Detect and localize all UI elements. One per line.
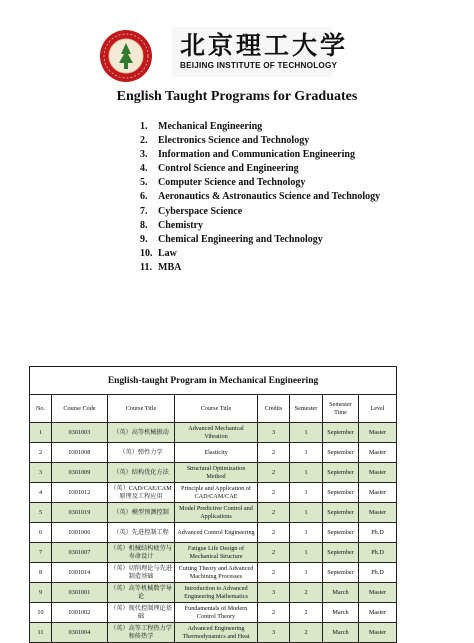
cell-course-code: 0301007 [52, 543, 108, 563]
cell-level: Master [359, 483, 397, 503]
program-item [140, 162, 380, 176]
program-name: Chemical Engineering and Technology [158, 233, 323, 245]
cell-semester: 2 [290, 583, 323, 603]
program-number: 6. [140, 191, 148, 203]
program-number: 3. [140, 149, 148, 161]
cell-semester: 1 [290, 503, 323, 523]
program-number: 1. [140, 121, 148, 132]
table-row [30, 583, 397, 603]
program-number: 2. [140, 135, 148, 147]
program-name: Law [158, 247, 177, 259]
table-row [30, 543, 397, 563]
table-row [30, 563, 397, 583]
cell-credits: 2 [258, 483, 290, 503]
cell-credits: 3 [258, 583, 290, 603]
cell-course-code: 0301008 [52, 443, 108, 463]
cell-semester: 1 [290, 563, 323, 583]
cell-course-title-cn: （英）现代控制理论基础 [108, 603, 175, 623]
program-number: 11. [140, 261, 152, 273]
program-item [140, 134, 380, 148]
cell-semester: 1 [290, 443, 323, 463]
cell-level: Master [359, 583, 397, 603]
cell-course-code: 0301003 [52, 423, 108, 443]
table-row [30, 483, 397, 503]
cell-credits: 3 [258, 423, 290, 443]
cell-course-title-en: Advanced Control Engineering [175, 523, 258, 543]
program-name: MBA [158, 261, 182, 273]
cell-credits: 2 [258, 443, 290, 463]
cell-semester-time: September [323, 463, 359, 483]
program-number: 5. [140, 177, 148, 189]
table-row [30, 423, 397, 443]
col-header-course-title-cn: Course Title [108, 395, 175, 423]
seal-graphic [100, 30, 152, 82]
table-caption: English-taught Program in Mechanical Engineering [30, 367, 397, 395]
program-name: Information and Communication Engineering [158, 149, 355, 161]
cell-level: Ph.D [359, 523, 397, 543]
cell-no: 8 [30, 563, 52, 583]
col-header-semester-time: Semester Time [323, 395, 359, 423]
cell-semester-time: September [323, 523, 359, 543]
cell-semester: 1 [290, 543, 323, 563]
program-item [140, 190, 380, 204]
cell-course-code: 0301019 [52, 503, 108, 523]
cell-course-title-cn: （英）先进控制工程 [108, 523, 175, 543]
cell-no: 6 [30, 523, 52, 543]
cell-no: 1 [30, 423, 52, 443]
table-header-row [30, 395, 397, 423]
cell-course-title-en: Elasticity [175, 443, 258, 463]
program-item [140, 261, 380, 275]
cell-course-title-en: Structural Optimization Method [175, 463, 258, 483]
cell-no: 5 [30, 503, 52, 523]
program-number: 10. [140, 247, 153, 259]
cell-no: 7 [30, 543, 52, 563]
cell-semester-time: September [323, 503, 359, 523]
cell-course-title-en: Introduction to Advanced Engineering Mathematics [175, 583, 258, 603]
cell-level: Master [359, 463, 397, 483]
cell-level: Master [359, 503, 397, 523]
program-item [140, 176, 380, 190]
table-row [30, 523, 397, 543]
program-item [140, 148, 380, 162]
cell-semester-time: March [323, 603, 359, 623]
program-number: 4. [140, 163, 148, 175]
cell-semester-time: September [323, 483, 359, 503]
col-header-semester: Semester [290, 395, 323, 423]
cell-course-code: 0301001 [52, 583, 108, 603]
wordmark-english: BEIJING INSTITUTE OF TECHNOLOGY [180, 61, 338, 70]
table-row [30, 443, 397, 463]
cell-no: 2 [30, 443, 52, 463]
cell-level: Master [359, 603, 397, 623]
program-number: 7. [140, 205, 148, 217]
header [0, 0, 474, 88]
table-row [30, 603, 397, 623]
program-item [140, 233, 380, 247]
cell-course-title-cn: （英）高等工程热力学和传热学 [108, 623, 175, 643]
cell-course-title-cn: （英）高等机械振动 [108, 423, 175, 443]
cell-course-code: 0301012 [52, 483, 108, 503]
program-name: Cyberspace Science [158, 205, 243, 217]
cell-credits: 2 [258, 563, 290, 583]
cell-semester-time: March [323, 623, 359, 643]
program-number: 8. [140, 219, 148, 231]
program-list [140, 120, 380, 275]
cell-credits: 2 [258, 603, 290, 623]
cell-course-code: 0301009 [52, 463, 108, 483]
table-row [30, 623, 397, 643]
cell-course-title-cn: （英）机械结构疲劳与寿命设计 [108, 543, 175, 563]
program-name: Electronics Science and Technology [158, 135, 310, 147]
cell-level: Master [359, 623, 397, 643]
cell-credits: 2 [258, 543, 290, 563]
col-header-course-title-en: Course Title [175, 395, 258, 423]
program-item [140, 205, 380, 219]
cell-course-code: 0301014 [52, 563, 108, 583]
cell-course-title-en: Principle and Application of CAD/CAM/CAE [175, 483, 258, 503]
program-name: Aeronautics & Astronautics Science and Technology [158, 191, 381, 203]
program-item [140, 219, 380, 233]
cell-semester-time: September [323, 543, 359, 563]
program-item [140, 120, 380, 134]
cell-course-title-en: Model Predictive Control and Applications [175, 503, 258, 523]
cell-credits: 2 [258, 463, 290, 483]
table-body [30, 423, 397, 643]
cell-level: Master [359, 443, 397, 463]
program-name: Control Science and Engineering [158, 163, 299, 175]
cell-course-title-en: Fatigue Life Design of Mechanical Structure [175, 543, 258, 563]
cell-course-title-cn: （英）高等机械数学导论 [108, 583, 175, 603]
university-seal-icon [100, 30, 152, 82]
cell-credits: 3 [258, 623, 290, 643]
program-name: Computer Science and Technology [158, 177, 306, 189]
program-name: Chemistry [158, 219, 203, 231]
cell-no: 4 [30, 483, 52, 503]
col-header-credits: Credits [258, 395, 290, 423]
wordmark-chinese: 北京理工大学 [180, 31, 349, 60]
cell-no: 9 [30, 583, 52, 603]
cell-course-title-cn: （英）切削理论与先进制造基础 [108, 563, 175, 583]
cell-semester-time: March [323, 583, 359, 603]
cell-level: Ph.D [359, 563, 397, 583]
cell-course-title-cn: （英）CAD/CAE/CAM原理及工程应用 [108, 483, 175, 503]
cell-course-title-cn: （英）模型预测控制 [108, 503, 175, 523]
col-header-level: Level [359, 395, 397, 423]
cell-level: Master [359, 423, 397, 443]
cell-course-title-en: Advanced Engineering Thermodynamics and Heat [175, 623, 258, 643]
cell-semester: 1 [290, 463, 323, 483]
cell-semester: 2 [290, 623, 323, 643]
program-name: Mechanical Engineering [158, 121, 263, 132]
program-number: 9. [140, 233, 148, 245]
program-item [140, 247, 380, 261]
cell-no: 3 [30, 463, 52, 483]
cell-semester: 1 [290, 423, 323, 443]
cell-course-code: 0301004 [52, 623, 108, 643]
cell-semester: 2 [290, 603, 323, 623]
cell-no: 10 [30, 603, 52, 623]
cell-semester: 1 [290, 523, 323, 543]
cell-level: Ph.D [359, 543, 397, 563]
cell-course-code: 0301006 [52, 523, 108, 543]
table-row [30, 503, 397, 523]
col-header-course-code: Course Code [52, 395, 108, 423]
course-table-container [29, 366, 396, 643]
cell-course-title-en: Fundamentals of Modern Control Theory [175, 603, 258, 623]
cell-no: 11 [30, 623, 52, 643]
col-header-no: No. [30, 395, 52, 423]
course-table [29, 366, 397, 643]
cell-semester: 1 [290, 483, 323, 503]
cell-course-title-cn: （英）结构优化方法 [108, 463, 175, 483]
cell-course-title-en: Cutting Theory and Advanced Machining Processes [175, 563, 258, 583]
cell-credits: 2 [258, 503, 290, 523]
cell-credits: 2 [258, 523, 290, 543]
cell-semester-time: September [323, 423, 359, 443]
cell-semester-time: September [323, 563, 359, 583]
cell-semester-time: September [323, 443, 359, 463]
table-row [30, 463, 397, 483]
cell-course-code: 0301002 [52, 603, 108, 623]
university-wordmark [172, 27, 349, 77]
cell-course-title-en: Advanced Mechanical Vibration [175, 423, 258, 443]
document-title: English Taught Programs for Graduates [116, 89, 358, 104]
cell-course-title-cn: （英）弹性力学 [108, 443, 175, 463]
